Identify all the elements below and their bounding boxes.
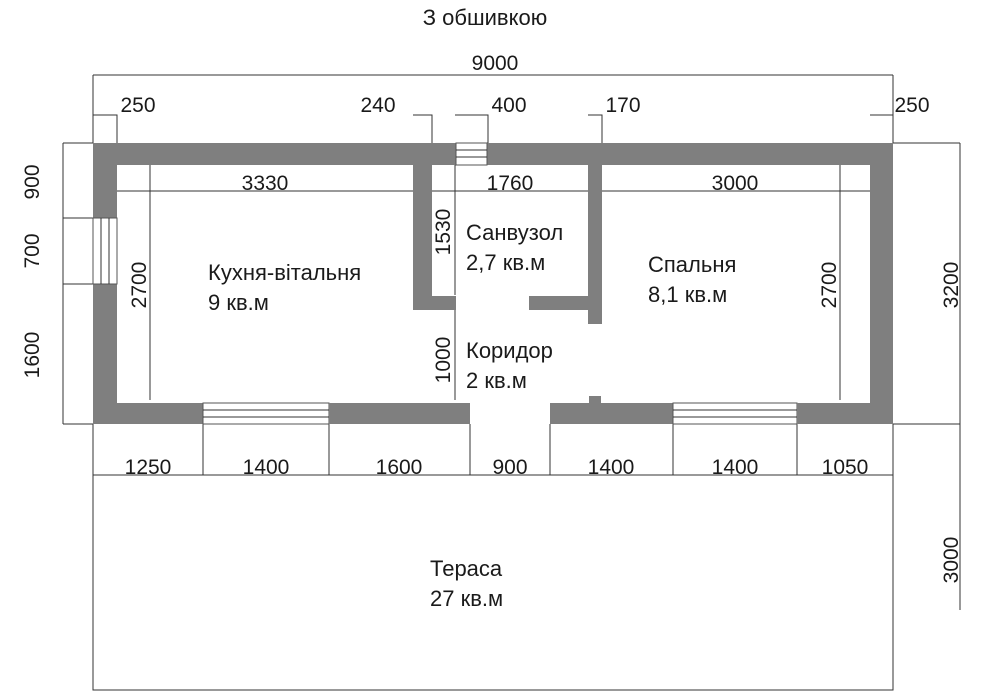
bathroom-left-wall (413, 143, 432, 310)
corridor-area: 2 кв.м (466, 368, 527, 393)
left-wall-top (93, 143, 117, 218)
dim-corridor-height: 1000 (432, 336, 455, 384)
dim-bedroom-width: 3000 (711, 172, 759, 195)
dim-left-window: 700 (21, 233, 44, 269)
dim-bottom-1: 1250 (124, 456, 172, 479)
dim-right-side: 3200 (940, 261, 963, 309)
terrace-name: Тераса (430, 556, 503, 581)
dim-bottom-4: 900 (492, 456, 528, 479)
bottom-window-2 (673, 403, 797, 424)
bathroom-left-stub (413, 296, 456, 310)
dim-left-top: 900 (21, 164, 44, 200)
terrace-area: 27 кв.м (430, 586, 504, 611)
dim-overall-width: 9000 (471, 52, 519, 75)
bottom-wall-3 (550, 403, 673, 424)
dim-kitchen-width: 3330 (241, 172, 289, 195)
kitchen-area: 9 кв.м (208, 290, 269, 315)
top-wall-left (93, 143, 456, 165)
dim-top-partition-right: 170 (605, 94, 641, 117)
dim-bottom-2: 1400 (242, 456, 290, 479)
dim-top-right-wall: 250 (894, 94, 930, 117)
bottom-wall-nub (589, 396, 601, 404)
right-wall (870, 143, 893, 424)
bathroom-name: Санвузол (466, 220, 564, 245)
dim-top-left-wall: 250 (120, 94, 156, 117)
dim-top-partition-left: 240 (360, 94, 396, 117)
bottom-wall-1 (93, 403, 203, 424)
dim-kitchen-height: 2700 (128, 261, 151, 309)
dim-left-bottom: 1600 (21, 331, 44, 379)
dim-terrace-depth: 3000 (940, 536, 963, 584)
dim-bathroom-width: 1760 (486, 172, 534, 195)
bedroom-name: Спальня (648, 252, 737, 277)
dim-bedroom-height: 2700 (818, 261, 841, 309)
dim-bottom-5: 1400 (587, 456, 635, 479)
bottom-wall-4 (797, 403, 893, 424)
dim-bottom-7: 1050 (821, 456, 869, 479)
kitchen-name: Кухня-вітальня (208, 260, 362, 285)
dim-top-window: 400 (491, 94, 527, 117)
bathroom-window (456, 143, 487, 165)
left-window (93, 218, 117, 284)
bedroom-area: 8,1 кв.м (648, 282, 728, 307)
top-wall-right (487, 143, 893, 165)
bottom-wall-2 (329, 403, 470, 424)
corridor-name: Коридор (466, 338, 553, 363)
bathroom-area: 2,7 кв.м (466, 250, 546, 275)
terrace (93, 475, 893, 690)
bathroom-right-stub (529, 296, 602, 310)
plan-title: З обшивкою (422, 5, 548, 30)
dim-bottom-6: 1400 (711, 456, 759, 479)
dim-bathroom-height: 1530 (432, 208, 455, 256)
bottom-window-1 (203, 403, 329, 424)
dim-bottom-3: 1600 (375, 456, 423, 479)
